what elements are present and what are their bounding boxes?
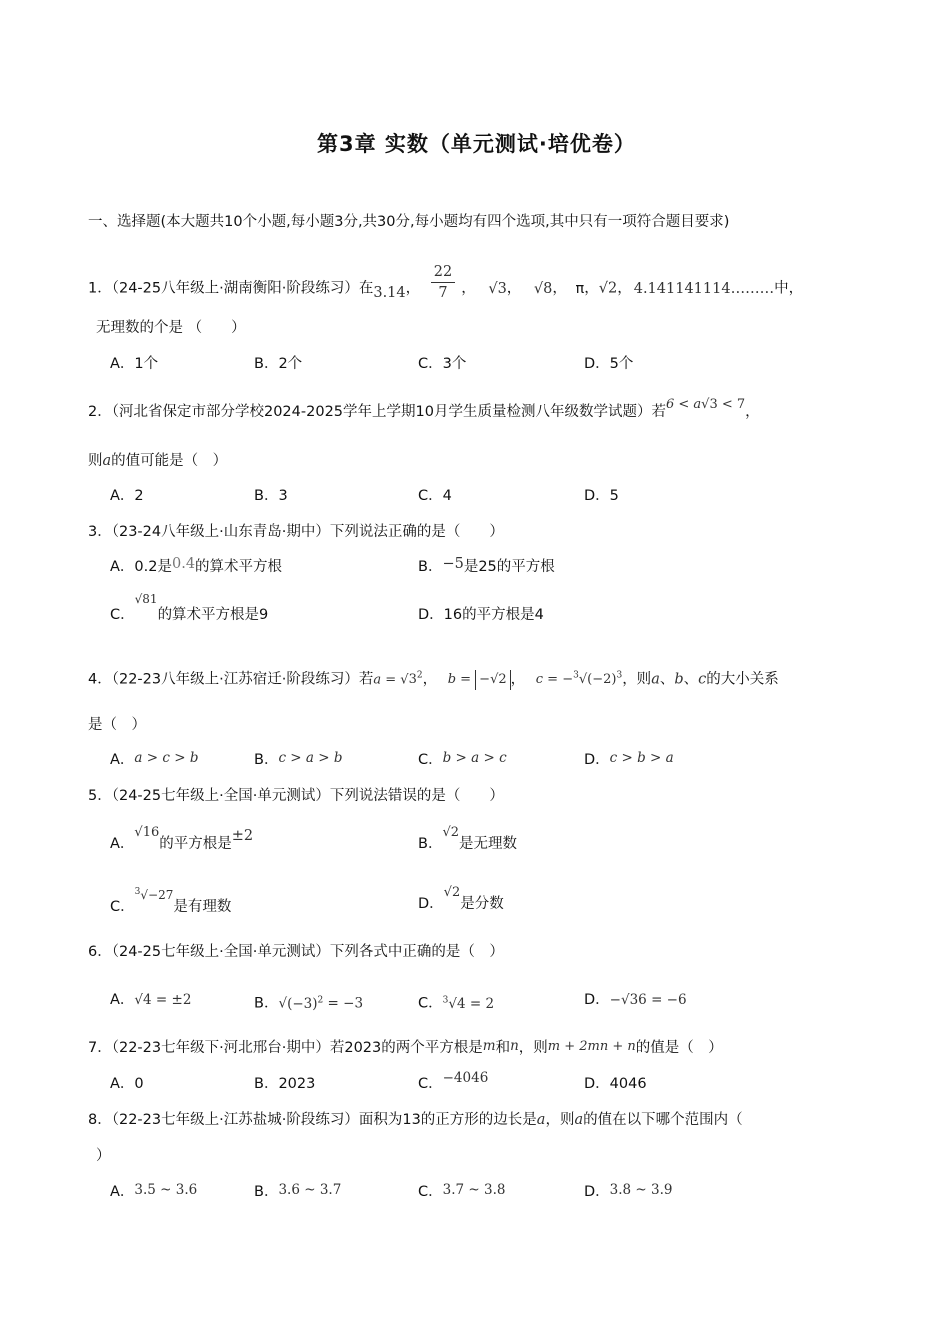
q1-tail: 中， — [774, 280, 804, 297]
q6-a-rad: 4 — [143, 992, 152, 1008]
question-7-stem — [88, 1038, 723, 1059]
q1-lead: 在 — [358, 280, 374, 297]
page-title: 第3章 实数（单元测试·培优卷） — [317, 132, 636, 156]
q6-c-post: = 2 — [465, 995, 495, 1012]
q2-expr-left: 6 < a — [665, 397, 702, 412]
q4-b-math: c > a > b — [278, 750, 343, 766]
q2-expr-right: < 7 — [717, 397, 746, 412]
q7-m: m — [482, 1038, 496, 1054]
q4-vb: b — [674, 671, 684, 688]
q8-c-label: C． — [418, 1184, 443, 1200]
q5-d-pre: D． — [418, 896, 444, 912]
q2-option-b[interactable]: B．3 — [254, 488, 288, 504]
q6-a-expr: √4 = ±2 — [134, 992, 192, 1008]
q8-option-b[interactable] — [254, 1182, 341, 1202]
q6-a-pre: A． — [110, 992, 135, 1008]
q3-option-c[interactable] — [110, 592, 269, 625]
q5-b-rad: 2 — [450, 825, 460, 840]
q1-fraction — [431, 262, 455, 303]
q5-a-pre: A． — [110, 836, 135, 852]
q8-line2: ） — [96, 1148, 111, 1164]
q8-va-2: a — [574, 1112, 584, 1128]
q8-lead: 面积为13的正方形的边长是 — [358, 1112, 537, 1128]
section-heading: 一、选择题(本大题共10个小题,每小题3分,共30分,每小题均有四个选项,其中只有一项符合题目要求) — [88, 214, 730, 230]
q5-c-rad: −27 — [148, 888, 174, 902]
q8-mid: ，则 — [545, 1112, 575, 1128]
q1-long-decimal: 4.141141114……… — [633, 280, 775, 297]
q4-c-expr: c = − — [535, 672, 574, 688]
q3-number: 3． — [88, 524, 112, 540]
q5-option-c[interactable] — [110, 887, 232, 917]
q1-sqrt3: √3 — [488, 280, 507, 297]
q3-option-d[interactable]: D．16的平方根是4 — [418, 607, 544, 623]
q5-option-b[interactable] — [418, 825, 518, 855]
q4-sep-2: 、 — [683, 671, 699, 688]
q7-lead: 若2023的两个平方根是 — [329, 1040, 483, 1056]
q1-sqrt2: √2 — [598, 280, 618, 297]
q7-n: n — [510, 1038, 519, 1054]
q1-option-c[interactable]: C．3个 — [418, 356, 467, 372]
q5-option-d[interactable] — [418, 885, 504, 915]
q8-source: （22-23七年级上·江苏盐城·阶段练习） — [111, 1112, 359, 1128]
q1-frac-num: 22 — [431, 262, 455, 283]
q4-a-label: A． — [110, 752, 135, 768]
q2-number: 2． — [88, 404, 112, 420]
q7-c-pre: C． — [418, 1076, 443, 1092]
q4-b-inner: − — [479, 672, 491, 688]
q3-c-pre: C． — [110, 607, 135, 623]
q4-a-exp: 2 — [416, 671, 423, 681]
q4-b-label: B． — [254, 752, 279, 768]
q2-source: （河北省保定市部分学校2024-2025学年上学期10月学生质量检测八年级数学试题） — [111, 404, 652, 420]
q3-c-post: 的算术平方根是9 — [157, 607, 269, 623]
q5-c-post: 是有理数 — [173, 899, 232, 915]
q4-option-a[interactable] — [110, 750, 198, 770]
q6-stem-text: 下列各式中正确的是（ ） — [329, 944, 504, 960]
q3-b-pre: B． — [418, 559, 443, 575]
q6-c-pre: C． — [418, 995, 443, 1012]
q4-a-expr: a = — [373, 672, 401, 688]
q6-d-lead: − — [609, 992, 621, 1008]
q5-d-rad: 2 — [451, 885, 461, 900]
q8-tail: 的值在以下哪个范围内（ — [583, 1112, 743, 1128]
q8-option-d[interactable] — [584, 1182, 673, 1202]
q1-sqrt2-rad: 2 — [607, 280, 618, 297]
q5-a-sqrt: √16 — [134, 825, 160, 840]
q3-stem-text: 下列说法正确的是（ ） — [329, 524, 504, 540]
q3-source: （23-24八年级上·山东青岛·期中） — [111, 524, 330, 540]
q7-option-b[interactable]: B．2023 — [254, 1076, 316, 1092]
q6-option-d[interactable] — [584, 990, 687, 1010]
q3-option-b[interactable] — [418, 557, 555, 577]
q8-c-math: 3.7 ~ 3.8 — [442, 1182, 506, 1198]
q4-option-c[interactable] — [418, 750, 507, 770]
q8-a-label: A． — [110, 1184, 135, 1200]
q4-c-exp: 3 — [616, 671, 623, 681]
q1-pi: π — [575, 280, 585, 297]
q4-c-rad-wrap — [587, 672, 622, 687]
q3-a-pre: A．0.2是 — [110, 559, 172, 575]
q4-line2: 是（ ） — [88, 717, 146, 733]
q4-b-abs: −√2 — [475, 670, 510, 690]
q4-lead: 若 — [358, 671, 374, 688]
q2-line2 — [88, 451, 227, 471]
q1-line2: 无理数的个是 （ ） — [96, 320, 246, 336]
q3-a-post: 的算术平方根 — [195, 559, 283, 575]
question-6-stem — [88, 942, 504, 962]
q4-va: a — [651, 671, 660, 688]
q6-option-b[interactable] — [254, 990, 363, 1014]
q6-d-post: = −6 — [646, 992, 687, 1008]
q4-option-b[interactable] — [254, 750, 343, 770]
q5-b-pre: B． — [418, 836, 443, 852]
q7-c-math: −4046 — [442, 1070, 489, 1086]
q4-c-label: C． — [418, 752, 443, 768]
q1-source: （24-25八年级上·湖南衡阳·阶段练习） — [111, 280, 359, 297]
question-5-stem — [88, 786, 504, 806]
q1-frac-den: 7 — [438, 285, 448, 301]
q2-line2-pre: 则 — [88, 453, 103, 469]
q4-a-math: a > c > b — [134, 750, 199, 766]
q5-option-a[interactable] — [110, 825, 254, 855]
question-3-stem — [88, 522, 504, 542]
q4-c-math: b > a > c — [442, 750, 507, 766]
q6-c-expr: $^3$√4 = 2 — [442, 995, 495, 1012]
q4-a-rad: 3 — [408, 672, 417, 688]
q8-va-1: a — [536, 1112, 546, 1128]
q2-option-a[interactable]: A．2 — [110, 488, 144, 504]
q6-a-post: = ±2 — [151, 992, 192, 1008]
q1-option-a[interactable]: A．1个 — [110, 356, 159, 372]
q5-source: （24-25七年级上·全国·单元测试） — [111, 788, 330, 804]
q8-d-math: 3.8 ~ 3.9 — [609, 1182, 673, 1198]
q6-b-pre: B． — [254, 995, 279, 1012]
q6-d-expr: −√36 = −6 — [609, 992, 687, 1008]
q6-option-a[interactable] — [110, 990, 191, 1010]
q2-expr-rad: 3 — [709, 397, 718, 412]
q6-b-rad-wrap — [287, 996, 323, 1012]
q2-option-d[interactable]: D．5 — [584, 488, 619, 504]
q4-c-index: 3 — [573, 671, 579, 681]
q7-option-d[interactable]: D．4046 — [584, 1076, 647, 1092]
q4-a-rad-wrap — [409, 672, 423, 687]
q4-c-rad: (−2) — [587, 672, 617, 688]
question-4-stem: 4．（22-23八年级上·江苏宿迁·阶段练习）若$a = √3^2$， b = −√2 ， $c = -^3√(-2)^3$，则a、b、c的大小关系 — [88, 666, 779, 690]
q7-option-a[interactable]: A．0 — [110, 1076, 144, 1092]
q6-b-exp: 2 — [317, 995, 324, 1005]
q7-and: 和 — [495, 1040, 511, 1056]
q6-source: （24-25七年级上·全国·单元测试） — [111, 944, 330, 960]
q4-sep-1: 、 — [659, 671, 675, 688]
q6-b-rad: (−3) — [287, 995, 318, 1012]
q7-source: （22-23七年级下·河北邢台·期中） — [111, 1040, 330, 1056]
q3-b-post: 是25的平方根 — [463, 559, 555, 575]
q6-c-index: 3 — [442, 995, 449, 1005]
q6-option-c[interactable] — [418, 990, 494, 1014]
q1-value-314: 3.14 — [373, 284, 406, 301]
q5-a-math: ±2 — [231, 828, 254, 844]
q6-d-pre: D． — [584, 992, 610, 1008]
q4-source: （22-23八年级上·江苏宿迁·阶段练习） — [111, 671, 359, 688]
q4-d-math: c > b > a — [609, 750, 674, 766]
q5-b-post: 是无理数 — [459, 836, 518, 852]
q3-c-rad: 81 — [142, 592, 158, 606]
q6-c-rad: 4 — [456, 995, 466, 1012]
q4-c-def: $c = -^3√(-2)^3$ — [535, 671, 623, 688]
q4-a-def: $a = √3^2$ — [373, 671, 423, 688]
q5-stem-text: 下列说法错误的是（ ） — [329, 788, 504, 804]
q8-d-label: D． — [584, 1184, 610, 1200]
q4-option-d[interactable] — [584, 750, 674, 770]
q1-option-b[interactable]: B．2个 — [254, 356, 303, 372]
q5-b-sqrt: √2 — [442, 825, 460, 840]
q2-tail: ， — [745, 404, 760, 420]
q3-option-a[interactable] — [110, 557, 282, 577]
question-1-stem: 1．（24-25八年级上·湖南衡阳·阶段练习）在3.14， $\frac{22}{7}$ ， √3， √8， π，√2， 4.141141114………中， — [88, 264, 804, 301]
q8-b-math: 3.6 ~ 3.7 — [278, 1182, 342, 1198]
q7-option-c[interactable] — [418, 1070, 489, 1094]
q6-d-rad: 36 — [629, 992, 647, 1008]
q4-tail: 的大小关系 — [706, 671, 779, 688]
q1-option-d[interactable]: D．5个 — [584, 356, 634, 372]
q8-b-label: B． — [254, 1184, 279, 1200]
q5-c-index: 3 — [134, 887, 141, 897]
q6-number: 6． — [88, 944, 112, 960]
q5-d-post: 是分数 — [460, 896, 504, 912]
q4-b-expr: b = — [447, 672, 476, 688]
q2-inequality: 6 < a√3 < 7 — [665, 397, 746, 412]
q3-a-math: 0.4 — [171, 556, 196, 572]
q5-number: 5． — [88, 788, 112, 804]
q1-number: 1． — [88, 280, 112, 297]
q2-line2-var: a — [102, 453, 112, 469]
q3-c-sqrt: √81 — [134, 592, 158, 606]
q4-b-rad: 2 — [498, 672, 507, 688]
q7-tail: 的值是（ ） — [635, 1040, 723, 1056]
question-8-stem — [88, 1110, 743, 1130]
q8-option-a[interactable] — [110, 1182, 197, 1202]
q4-mid: ，则 — [622, 671, 652, 688]
q6-b-expr: $√(-3)^2 = -3$ — [278, 995, 364, 1012]
q2-line2-post: 的值可能是（ ） — [111, 453, 228, 469]
q8-option-c[interactable] — [418, 1182, 505, 1202]
q1-sqrt8: √8 — [533, 280, 553, 297]
q7-mid: ，则 — [518, 1040, 548, 1056]
q5-c-sqrt: 3√−27 — [134, 887, 174, 902]
q3-b-math: −5 — [442, 556, 464, 572]
q4-number: 4． — [88, 671, 112, 688]
q2-option-c[interactable]: C．4 — [418, 488, 452, 504]
q8-number: 8． — [88, 1112, 112, 1128]
q5-a-rad: 16 — [142, 825, 160, 840]
q5-c-pre: C． — [110, 899, 135, 915]
q6-b-post: = −3 — [323, 995, 364, 1012]
q1-sqrt3-rad: 3 — [497, 280, 507, 297]
q4-b-def — [448, 672, 511, 687]
q5-d-sqrt: √2 — [443, 885, 461, 900]
q4-vc: c — [698, 671, 707, 688]
q7-number: 7． — [88, 1040, 112, 1056]
q5-a-mid: 的平方根是 — [159, 836, 232, 852]
q8-a-math: 3.5 ~ 3.6 — [134, 1182, 198, 1198]
question-2-stem — [88, 397, 760, 423]
q4-d-label: D． — [584, 752, 610, 768]
q2-lead: 若 — [651, 404, 666, 420]
q1-sqrt8-rad: 8 — [543, 280, 553, 297]
q7-expr: m + 2mn + n — [547, 1039, 636, 1054]
